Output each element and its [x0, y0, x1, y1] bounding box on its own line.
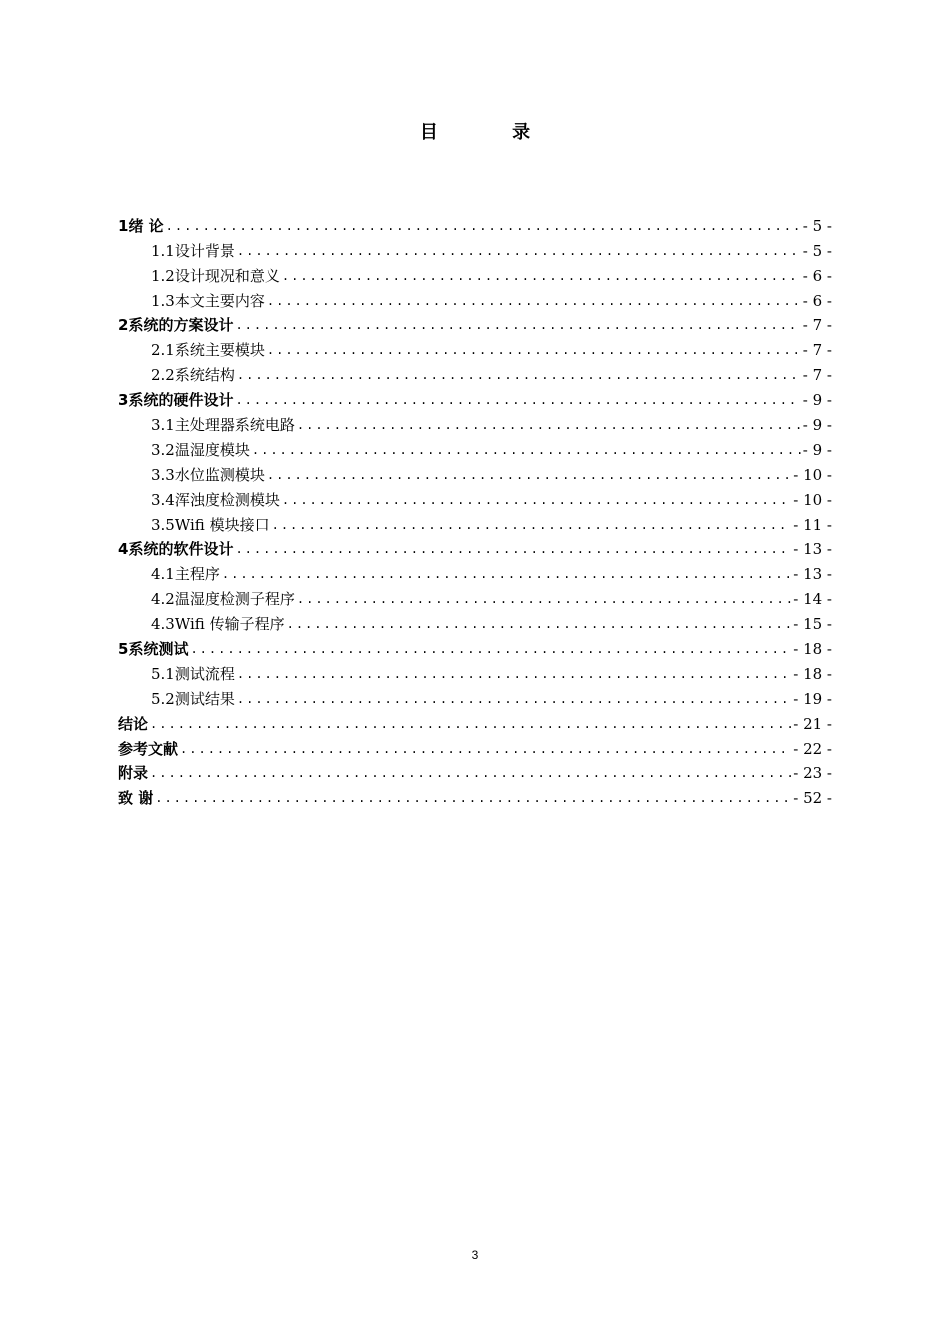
- toc-entry[interactable]: [118, 782, 832, 807]
- dot-leader: [235, 540, 791, 558]
- toc-entry-number: 4: [118, 540, 129, 559]
- dot-leader: [150, 715, 791, 733]
- toc-entry-page: - 7 -: [802, 316, 832, 335]
- toc-entry-page: - 7 -: [802, 341, 832, 360]
- dot-leader: [252, 441, 801, 459]
- toc-entry-title: 测试流程: [174, 664, 235, 683]
- toc-entry-title: Wifi 模块接口: [174, 515, 270, 534]
- toc-entry[interactable]: [118, 409, 832, 434]
- toc-entry[interactable]: [118, 359, 832, 384]
- toc-entry-page: - 21 -: [793, 714, 832, 733]
- page-title: 目 录: [419, 122, 565, 143]
- dot-leader: [150, 764, 791, 782]
- dot-leader: [287, 615, 792, 633]
- toc-entry-title: 设计现况和意义: [174, 266, 280, 285]
- dot-leader: [235, 316, 800, 334]
- toc-entry-title: 测试结果: [174, 689, 235, 708]
- toc-entry-page: - 22 -: [793, 739, 832, 758]
- toc-entry-title: 主程序: [174, 565, 220, 584]
- toc-entry-page: - 23 -: [793, 764, 832, 783]
- toc-entry-number: 1.2: [151, 266, 175, 285]
- toc-entry-number: 4.2: [151, 590, 175, 609]
- toc-entry-title: 温湿度模块: [174, 440, 250, 459]
- dot-leader: [237, 665, 791, 683]
- toc-entry[interactable]: [118, 733, 832, 758]
- toc-entry-page: - 14 -: [793, 590, 832, 609]
- toc-entry-number: 4.3: [151, 615, 175, 634]
- toc-entry-title: 本文主要内容: [174, 291, 265, 310]
- toc-entry-number: 3.1: [151, 416, 175, 435]
- toc-entry-page: - 9 -: [802, 416, 832, 435]
- toc-entry[interactable]: [118, 434, 832, 459]
- toc-entry-title: 设计背景: [174, 241, 235, 260]
- toc-entry-number: 3.2: [151, 440, 175, 459]
- dot-leader: [237, 242, 801, 260]
- toc-entry[interactable]: [118, 558, 832, 583]
- toc-entry[interactable]: [118, 633, 832, 658]
- toc-entry-page: - 9 -: [802, 391, 832, 410]
- table-of-contents: [118, 210, 832, 807]
- toc-entry-page: - 5 -: [802, 241, 832, 260]
- toc-entry-title: 绪 论: [128, 216, 164, 235]
- toc-entry-page: - 15 -: [793, 615, 832, 634]
- toc-entry-title: 主处理器系统电路: [174, 416, 295, 435]
- toc-entry-title: 系统的硬件设计: [128, 391, 234, 410]
- toc-entry-number: 3.4: [151, 490, 175, 509]
- toc-entry-number: 2: [118, 316, 129, 335]
- toc-entry-page: - 6 -: [802, 291, 832, 310]
- dot-leader: [267, 341, 801, 359]
- toc-entry-page: - 6 -: [802, 266, 832, 285]
- dot-leader: [237, 690, 791, 708]
- toc-entry[interactable]: [118, 658, 832, 683]
- toc-entry-page: - 10 -: [793, 465, 832, 484]
- toc-entry[interactable]: [118, 310, 832, 335]
- toc-entry[interactable]: [118, 583, 832, 608]
- toc-entry[interactable]: [118, 210, 832, 235]
- dot-leader: [267, 466, 791, 484]
- toc-entry[interactable]: [118, 285, 832, 310]
- toc-entry-number: 3.5: [151, 515, 175, 534]
- toc-entry[interactable]: [118, 484, 832, 509]
- toc-entry-page: - 11 -: [793, 515, 832, 534]
- toc-entry-number: 5.2: [151, 689, 175, 708]
- toc-entry-number: 4.1: [151, 565, 175, 584]
- dot-leader: [180, 740, 791, 758]
- toc-entry-title: 系统结构: [174, 366, 235, 385]
- toc-entry-number: 2.2: [151, 366, 175, 385]
- toc-entry[interactable]: [118, 708, 832, 733]
- toc-entry[interactable]: [118, 235, 832, 260]
- toc-entry[interactable]: [118, 509, 832, 534]
- toc-entry-page: - 5 -: [802, 216, 832, 235]
- toc-entry-title: 温湿度检测子程序: [174, 590, 295, 609]
- toc-entry-page: - 7 -: [802, 366, 832, 385]
- dot-leader: [297, 416, 801, 434]
- toc-entry-title: Wifi 传输子程序: [174, 615, 285, 634]
- toc-entry-number: 5: [118, 640, 129, 659]
- toc-entry-page: - 19 -: [793, 689, 832, 708]
- toc-entry[interactable]: [118, 334, 832, 359]
- dot-leader: [237, 366, 801, 384]
- toc-entry-title: 水位监测模块: [174, 465, 265, 484]
- page-number: 3: [471, 1248, 479, 1262]
- toc-entry-title: 参考文献: [118, 739, 179, 758]
- toc-entry-title: 系统的方案设计: [128, 316, 234, 335]
- toc-entry[interactable]: [118, 534, 832, 559]
- dot-leader: [282, 267, 801, 285]
- toc-entry-page: - 52 -: [793, 789, 832, 808]
- toc-entry[interactable]: [118, 758, 832, 783]
- toc-entry[interactable]: [118, 683, 832, 708]
- dot-leader: [222, 565, 791, 583]
- toc-entry[interactable]: [118, 260, 832, 285]
- toc-entry-title: 致 谢: [118, 789, 154, 808]
- toc-entry-number: 2.1: [151, 341, 175, 360]
- toc-entry-number: 1.1: [151, 241, 175, 260]
- toc-entry-number: 3.3: [151, 465, 175, 484]
- toc-entry[interactable]: [118, 608, 832, 633]
- toc-entry-page: - 18 -: [793, 640, 832, 659]
- toc-entry-title: 附录: [118, 764, 149, 783]
- toc-entry-page: - 10 -: [793, 490, 832, 509]
- dot-leader: [235, 391, 800, 409]
- toc-entry-page: - 9 -: [802, 440, 832, 459]
- toc-entry-number: 1.3: [151, 291, 175, 310]
- toc-entry-number: 3: [118, 391, 129, 410]
- dot-leader: [267, 292, 801, 310]
- toc-entry-title: 系统主要模块: [174, 341, 265, 360]
- toc-entry-page: - 13 -: [793, 540, 832, 559]
- dot-leader: [297, 590, 791, 608]
- toc-entry[interactable]: [118, 459, 832, 484]
- dot-leader: [272, 516, 792, 534]
- dot-leader: [282, 491, 791, 509]
- toc-entry-title: 系统测试: [128, 640, 189, 659]
- toc-entry-title: 结论: [118, 714, 149, 733]
- dot-leader: [190, 640, 791, 658]
- dot-leader: [166, 217, 801, 235]
- dot-leader: [155, 789, 791, 807]
- toc-entry[interactable]: [118, 384, 832, 409]
- toc-entry-title: 系统的软件设计: [128, 540, 234, 559]
- toc-entry-number: 5.1: [151, 664, 175, 683]
- toc-entry-page: - 13 -: [793, 565, 832, 584]
- toc-entry-title: 浑浊度检测模块: [174, 490, 280, 509]
- toc-entry-number: 1: [118, 216, 129, 235]
- toc-entry-page: - 18 -: [793, 664, 832, 683]
